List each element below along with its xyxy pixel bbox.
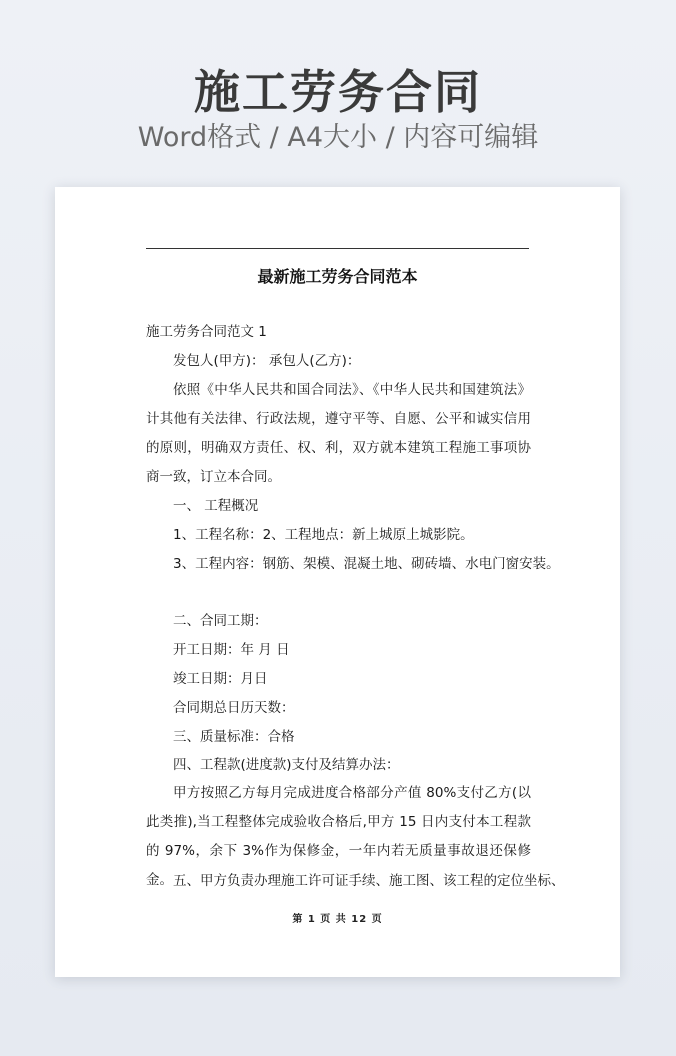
parties-line: 发包人(甲方)： 承包人(乙方)： bbox=[173, 353, 361, 369]
sample-heading: 施工劳务合同范文 1 bbox=[146, 324, 267, 340]
section-permits: 五、甲方负责办理施工许可证手续、施工图、该工程的定位坐标、 bbox=[173, 873, 565, 889]
end-date: 竣工日期：月日 bbox=[173, 671, 268, 687]
page-footer: 第 1 页 共 12 页 bbox=[292, 914, 383, 925]
intro-paragraph: 依照《中华人民共和国合同法》、《中华人民共和国建筑法》计其他有关法律、行政法规，遵守平等、自愿、公平和诚实信用的原则，明确双方责任、权、利，双方就本建筑工程施工事项协商一致，订立本合同。 bbox=[146, 382, 531, 485]
section-payment: 四、工程款(进度款)支付及结算办法： bbox=[173, 757, 400, 773]
header-divider bbox=[146, 248, 529, 249]
total-days: 合同期总日历天数： bbox=[173, 700, 295, 716]
banner-title: 施工劳务合同 bbox=[194, 65, 482, 119]
project-content: 3、工程内容：钢筋、架模、混凝土地、砌砖墙、水电门窗安装。 bbox=[173, 556, 560, 572]
document-page bbox=[55, 187, 620, 977]
start-date: 开工日期：年 月 日 bbox=[173, 642, 290, 658]
section-project-overview: 一、 工程概况 bbox=[173, 498, 259, 514]
document-title: 最新施工劳务合同范本 bbox=[257, 267, 418, 286]
project-name-location: 1、工程名称：2、工程地点：新上城原上城影院。 bbox=[173, 527, 474, 543]
section-quality-standard: 三、质量标准：合格 bbox=[173, 729, 295, 745]
section-contract-period: 二、合同工期： bbox=[173, 613, 268, 629]
banner-subtitle: Word格式 / A4大小 / 内容可编辑 bbox=[137, 122, 539, 153]
payment-paragraph: 甲方按照乙方每月完成进度合格部分产值 80%支付乙方(以此类推),当工程整体完成验收合格后,甲方 15 日内支付本工程款的 97%，余下 3%作为保修金，一年内若无质量事故退还保修金。 bbox=[146, 785, 531, 888]
